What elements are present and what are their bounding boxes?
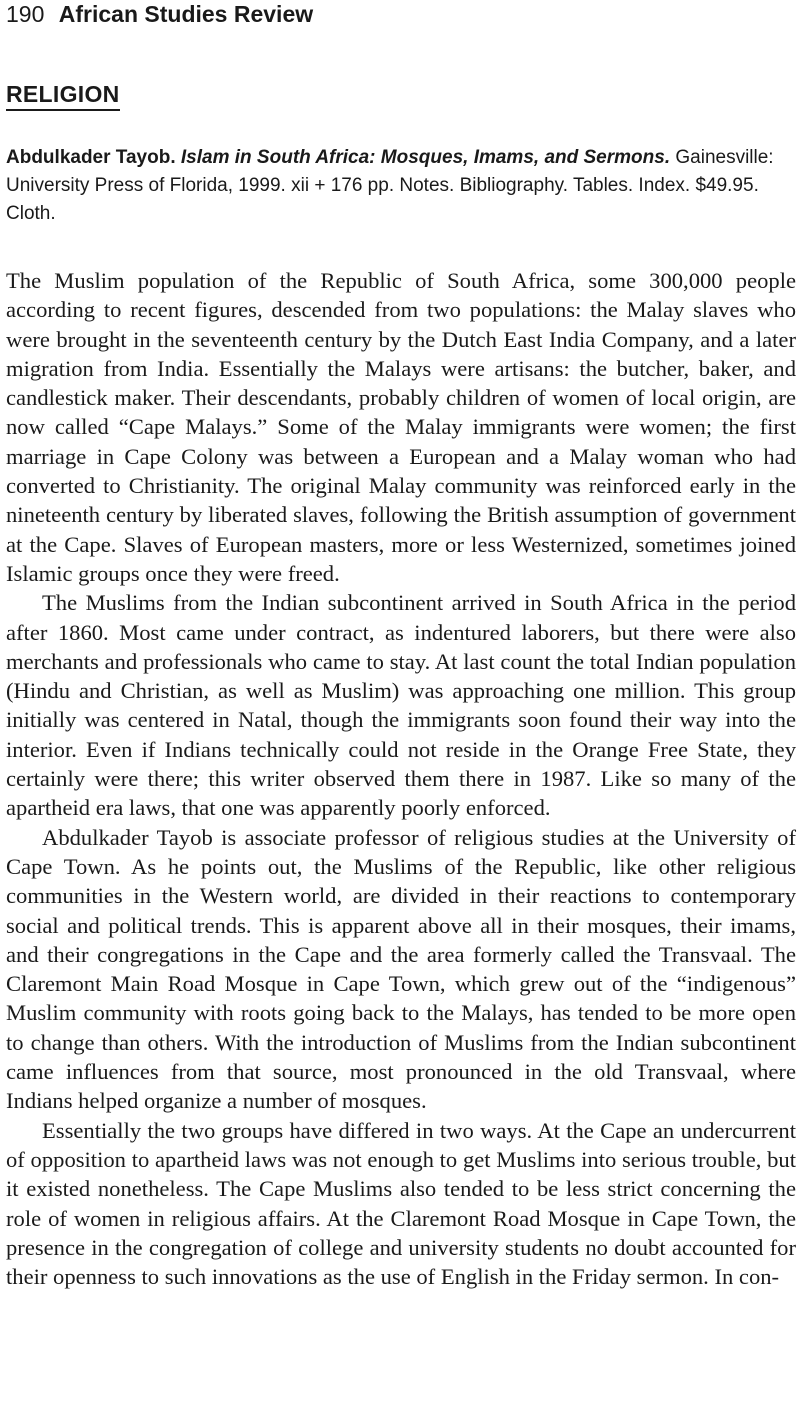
body-paragraph-1: The Muslim population of the Republic of South Africa, some 300,000 people according to recent figures, descended from two populations: the Malay slaves who were brought in the seventeenth century by the Dutch East India Company, and a later migration from India. Essentially the Malays were artisans: the butcher, baker, and candlestick maker. Their descendants, probably children of women of local origin, are now called “Cape Malays.” Some of the Malay immigrants were women; the first marriage in Cape Colony was between a European and a Malay woman who had converted to Christianity. The original Malay community was reinforced early in the nineteenth century by liberated slaves, following the British assumption of government at the Cape. Slaves of European masters, more or less Westernized, sometimes joined Islamic groups once they were freed.: [6, 268, 796, 586]
page-number: 190: [6, 1, 45, 27]
body-paragraph-3: Abdulkader Tayob is associate professor of religious studies at the University of Cape Town. As he points out, the Muslims of the Republic, like other religious communities in the Western world, are divided in their reactions to contemporary social and political trends. This is apparent above all in their mosques, their imams, and their congregations in the Cape and the area formerly called the Transvaal. The Claremont Main Road Mosque in Cape Town, which grew out of the “indigenous” Muslim community with roots going back to the Malays, has tended to be more open to change than others. With the introduction of Muslims from the Indian subcontinent came influences from that source, most pronounced in the old Transvaal, where Indians helped organize a number of mosques.: [6, 824, 796, 1114]
body-paragraph-2: The Muslims from the Indian subcontinent arrived in South Africa in the period after 1860. Most came under contract, as indentured laborers, but there were also merchants and professionals who came to stay. At last count the total Indian population (Hindu and Christian, as well as Muslim) was approaching one million. This group initially was centered in Natal, though the immigrants soon found their way into the interior. Even if Indians technically could not reside in the Orange Free State, they certainly were there; this writer observed them there in 1987. Like so many of the apartheid era laws, that one was apparently poorly enforced.: [6, 590, 796, 821]
citation-title: Islam in South Africa: Mosques, Imams, and Sermons.: [180, 147, 671, 168]
citation-author: Abdulkader Tayob.: [6, 147, 176, 168]
review-body: [6, 266, 796, 1291]
book-citation: [6, 144, 796, 228]
body-paragraph-4: Essentially the two groups have differed in two ways. At the Cape an undercurrent of opposition to apartheid laws was not enough to get Muslims into serious trouble, but it existed nonetheless. The Cape Muslims also tended to be less strict concerning the role of women in religious affairs. At the Claremont Road Mosque in Cape Town, the presence in the congregation of college and university students no doubt accounted for their openness to such innovations as the use of English in the Friday sermon. In con-: [6, 1117, 796, 1290]
running-head: [6, 0, 313, 28]
citation-publication: Gainesville: University Press of Florida, 1999. xii + 176 pp. Notes. Bibliography. Tables. Index. $49.95. Cloth.: [6, 147, 774, 224]
journal-title: African Studies Review: [58, 1, 314, 27]
section-heading: RELIGION: [6, 80, 120, 111]
